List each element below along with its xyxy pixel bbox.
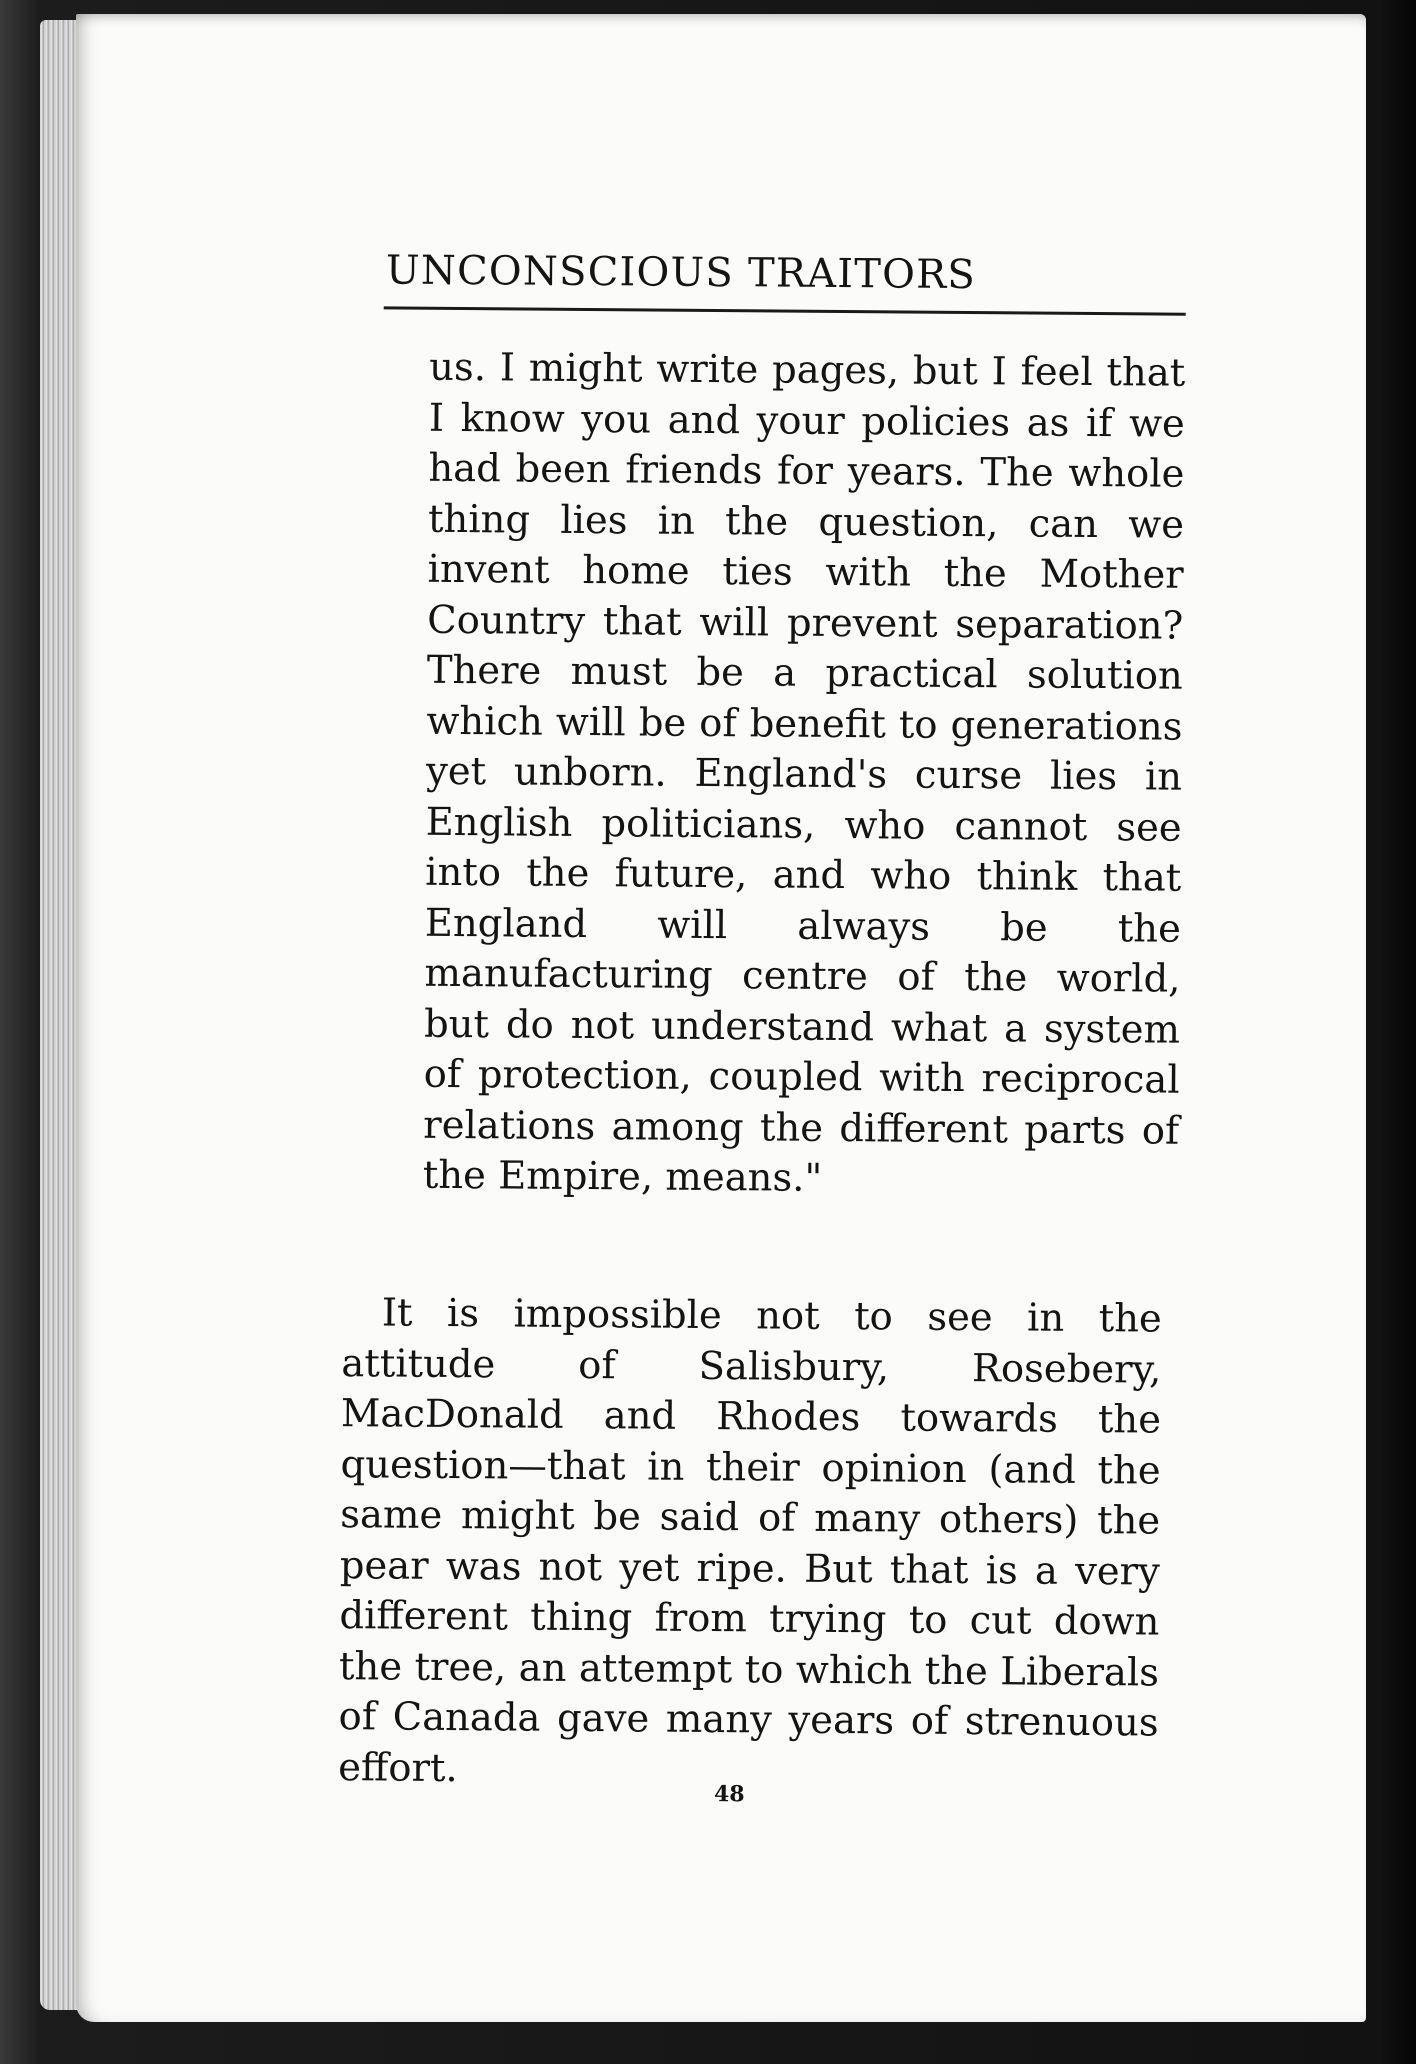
page-number: 48 bbox=[713, 1781, 745, 1808]
body-paragraph: It is impossible not to see in the attitude of Salisbury, Rosebery, MacDonald and Rhodes towards the question—that in their opinion (and the same might be said of many others) the pear was not yet ripe. But that is a very different thing from trying to cut down the tree, an attempt to which the Liberals of Canada gave many years of strenuous effort. bbox=[338, 1290, 1162, 1791]
header-rule bbox=[384, 306, 1186, 315]
page-content bbox=[76, 14, 1366, 2022]
running-header: UNCONSCIOUS TRAITORS bbox=[385, 247, 977, 299]
quoted-letter-paragraph: us. I might write pages, but I feel that I know you and your policies as if we had been friends for years. The whole thing lies in the question, can we invent home ties with the Mother Country that will prevent separation? There must be a practical solution which will be of benefit to generations yet unborn. England's curse lies in English politicians, who cannot see into the future, and who think that England will always be the manufacturing centre of the world, but do not understand what a system of protection, coupled with reciprocal relations among the different parts of the Empire, means." bbox=[422, 344, 1186, 1201]
book-page bbox=[76, 14, 1366, 2022]
